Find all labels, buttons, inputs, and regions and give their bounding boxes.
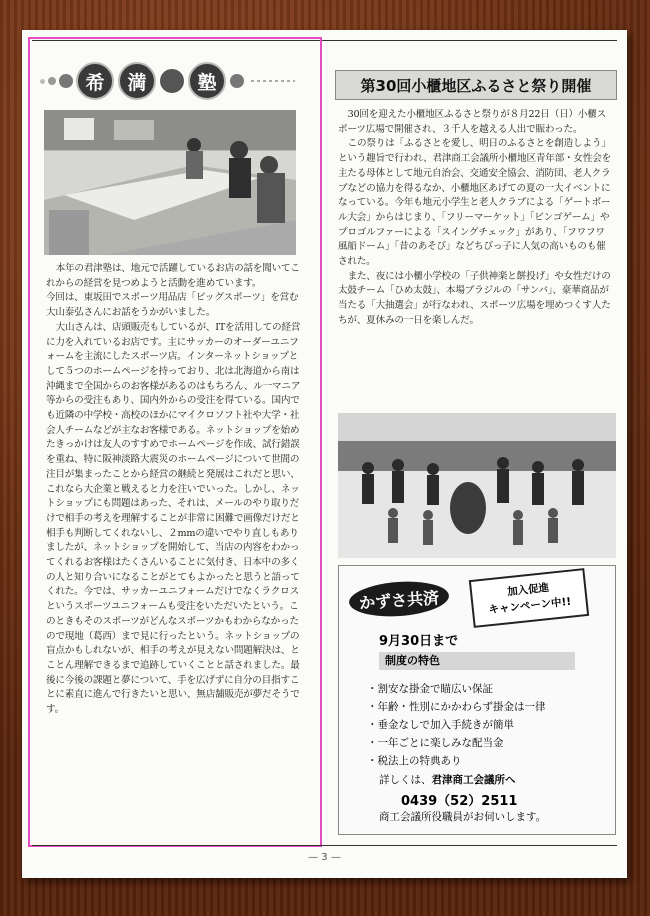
meeting-photo [44,110,296,255]
ad-inquiry: 商工会議所役職員がお伺いします。 [379,811,547,823]
ad-logo: かずさ共済 [348,579,450,620]
feature-item: ・ 一年ごとに楽しみな配当金 [367,734,546,752]
festival-photo-drawing [338,413,616,558]
detail-org: 君津商工会議所へ [431,774,516,786]
page-number: — 3 — [308,852,341,863]
kiman-article [46,262,304,718]
bottom-rule [32,845,617,846]
page [22,30,627,878]
kiman-paragraph: 大山さんは、店頭販売もしているが、ITを活用しての経営に力を入れているお店です。主にサッカーのオーダーユニフォームを主流にしたスポーツ店。インターネットショップとして５つのホームページを持っており、北は北海道から南は沖縄まで全国からのお客様があるのはもちろん、ル一マニア等からの受注もあり、国内外からの受注を得ている。国内でも近隣の中学校・高校のほかにマイクロソフト社や大学・社会人チームなどが主なお客様である。ネットショップを始めたきっかけは友人のすすめでホームページを作成、試行錯誤を重ね、特に阪神淡路大震災のホームページについて世間の注目が集まったことから経営の継続と発展はこれだと思い、これなら大企業と戦えると力を注いでいった。しかし、ネットショップにも問題はあった、それは、メールのやり取りだけで相手の考えを理解することが非常に困難で画像だけだと相手も判断してくれないし、２mmの違いでやり直しもありましたが、ネットショップを開始して、当店の内容をわかってくれるお客様はたくさんいることに気付き、日本中の多くの人と知り合いになることがとてもよかったと思うと語ってくれた。今では、サッカーユニフォームだけでなくラクロスというスポーツユニフォームも受注をいただいたという。このときもそのスポーツがどんなスポーツかもわからなかったので現地（葛西）まで見に行ったという。ネットショップの盲点かもしれないが、相手の考えが見えない問題解決は、とことん理解できるまで追跡していくことと話されました。最後に今後の課題と夢について、手を広げずに自分の目指すことに素直に進んで行きたいと思い、無店舗販売が夢だそうです。 [46,321,301,716]
meeting-photo-drawing [44,110,296,255]
decor-dot [48,77,56,85]
kazusa-kyosai-ad [338,565,616,835]
feature-item: ・ 割安な掛金で瞄広い保証 [367,680,546,698]
title-char-1: 希 [76,62,114,100]
features-header: 制度の特色 [379,652,575,670]
feature-item: ・ 垂金なしで加入手続きが簡単 [367,716,546,734]
festival-paragraph: 30回を迎えた小櫃地区ふるさと祭りが８月22日（日）小櫃スポーツ広場で開催され、３千人を越える人出で賑わった。 [338,109,607,135]
title-char-3: 塾 [188,62,226,100]
festival-article [338,108,614,329]
campaign-line: キャンペーン中!! [487,595,572,617]
decor-dot [40,79,45,84]
decor-dotline [251,80,295,82]
festival-paragraph: また、夜には小櫃小学校の「子供神楽と餅投げ」や女性だけの太鼓チーム「ひめ太鼓」、本場ブラジルの「サンバ」、豪華商品が当たる「大抽選会」が行なわれ、スポーツ広場を埋めつくす人たちが、夏休みの一日を楽しんだ。 [338,270,611,326]
kiman-paragraph: 本年の君津塾は、地元で活躍しているお店の話を聞いてこれからの経営を見つめようと活動を進めています。 [46,263,300,289]
festival-photo [338,413,616,558]
detail-prefix: 詳しくは、 [379,774,432,786]
kiman-title [40,62,295,100]
ad-deadline: 9月30日まで [379,634,459,649]
kiman-paragraph: 今回は、東坂田でスポーツ用品店「ビッグスポーツ」を営む大山泰弘さんにお話をうかがいました。 [46,292,299,319]
ad-detail [379,772,516,787]
festival-title: 第30回小櫃地区ふるさと祭り開催 [335,70,617,100]
features-list [367,680,546,770]
festival-paragraph: この祭りは「ふるさとを愛し、明日のふるさとを創造しよう」という趣旨で行われ、君津商工会議所小櫃地区青年部・女性会を主たる母体として地元自治会、交通安全協会、消防団、老人クラブなどの協力を得るなか、小櫃地区あげての夏の一大イベントになっている。今年も地元小学生と老人クラブによる「ゲートボール大会」からはじまり、「フリーマーケット」「ビンゴゲーム」やプロゴルファーによる「スイングチェック」があり、「フワフワ風船ドーム」「昔のあそび」などちびっ子に人気の高いものも催された。 [338,138,611,268]
decor-dot [160,69,184,93]
decor-dot [59,74,73,88]
feature-item: ・ 税法上の特典あり [367,752,546,770]
ad-phone: 0439（52）2511 [401,794,518,809]
decor-dot [230,74,244,88]
campaign-banner [469,568,589,628]
feature-item: ・ 年齢・性別にかかわらず掛金は一律 [367,698,546,716]
campaign-line: 加入促進 [506,581,550,599]
title-char-2: 満 [118,62,156,100]
